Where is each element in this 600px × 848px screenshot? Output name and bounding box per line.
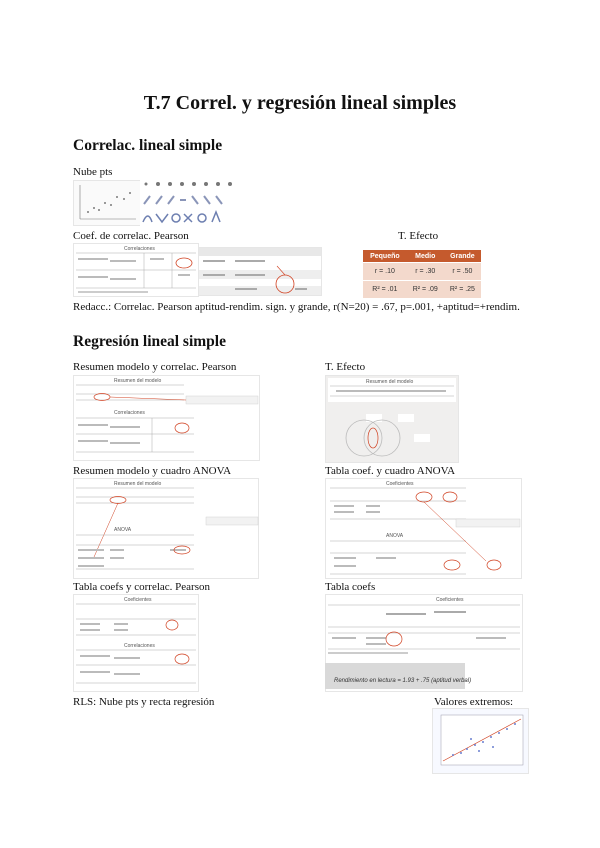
effect-cell: R² = .09 — [407, 281, 444, 299]
svg-text:Coeficientes: Coeficientes — [386, 481, 414, 487]
coef-label: Coef. de correlac. Pearson — [73, 230, 189, 242]
section-heading-correlacion: Correlac. lineal simple — [73, 137, 223, 154]
svg-text:Correlaciones: Correlaciones — [124, 643, 155, 649]
redaccion-text: Redacc.: Correlac. Pearson aptitud-rendim. sign. y grande, r(N=20) = .67, p=.001, +aptitud=+rendim. — [73, 301, 520, 313]
effect-header-large: Grande — [444, 250, 481, 263]
efecto-label: T. Efecto — [398, 230, 439, 242]
label-resumen-anova: Resumen modelo y cuadro ANOVA — [73, 465, 232, 477]
svg-text:Coeficientes: Coeficientes — [124, 597, 152, 603]
label-tabla-coefs-pearson: Tabla coefs y correlac. Pearson — [73, 581, 210, 593]
effect-cell: R² = .25 — [444, 281, 481, 299]
effect-cell: r = .10 — [363, 263, 407, 281]
label-tabla-coefs: Tabla coefs — [325, 581, 376, 593]
svg-text:ANOVA: ANOVA — [386, 533, 404, 539]
effect-venn-thumbnail — [325, 375, 459, 463]
label-tabla-coef-anova: Tabla coef. y cuadro ANOVA — [325, 465, 456, 477]
svg-text:Resumen del modelo: Resumen del modelo — [366, 379, 414, 385]
regression-equation: Rendimiento en lectura = 1.93 + .75 (aptitud verbal) — [334, 678, 472, 684]
svg-text:Resumen del modelo: Resumen del modelo — [114, 378, 162, 384]
label-rls: RLS: Nube pts y recta regresión — [73, 696, 215, 708]
effect-cell: r = .50 — [444, 263, 481, 281]
section-heading-regresion: Regresión lineal simple — [73, 333, 226, 350]
svg-text:Correlaciones: Correlaciones — [114, 410, 145, 416]
svg-text:Resumen del modelo: Resumen del modelo — [114, 481, 162, 487]
svg-text:Coeficientes: Coeficientes — [436, 597, 464, 603]
regression-scatter-thumbnail — [432, 708, 529, 774]
effect-header-medium: Medio — [407, 250, 444, 263]
label-valores-extremos: Valores extremos: — [434, 696, 514, 708]
model-summary-anova-thumbnail — [73, 478, 259, 579]
page-title: T.7 Correl. y regresión lineal simples — [143, 92, 457, 114]
effect-size-table — [363, 250, 475, 297]
label-efecto: T. Efecto — [325, 361, 366, 373]
coef-anova-thumbnail — [325, 478, 522, 579]
scatter-thumbnail — [73, 180, 141, 226]
label-resumen-pearson: Resumen modelo y correlac. Pearson — [73, 361, 237, 373]
pearson-summary-thumbnail — [198, 247, 322, 296]
correlation-table-thumbnail — [73, 243, 199, 297]
effect-cell: r = .30 — [407, 263, 444, 281]
nube-label: Nube pts — [73, 166, 113, 178]
svg-text:ANOVA: ANOVA — [114, 527, 132, 533]
svg-text:Correlaciones: Correlaciones — [124, 246, 155, 252]
model-summary-pearson-thumbnail — [73, 375, 260, 461]
effect-cell: R² = .01 — [363, 281, 407, 299]
correlation-patterns-thumbnail — [140, 178, 250, 228]
coefs-pearson-thumbnail — [73, 594, 199, 692]
effect-header-small: Pequeño — [363, 250, 407, 263]
regression-equation-box — [325, 663, 465, 689]
